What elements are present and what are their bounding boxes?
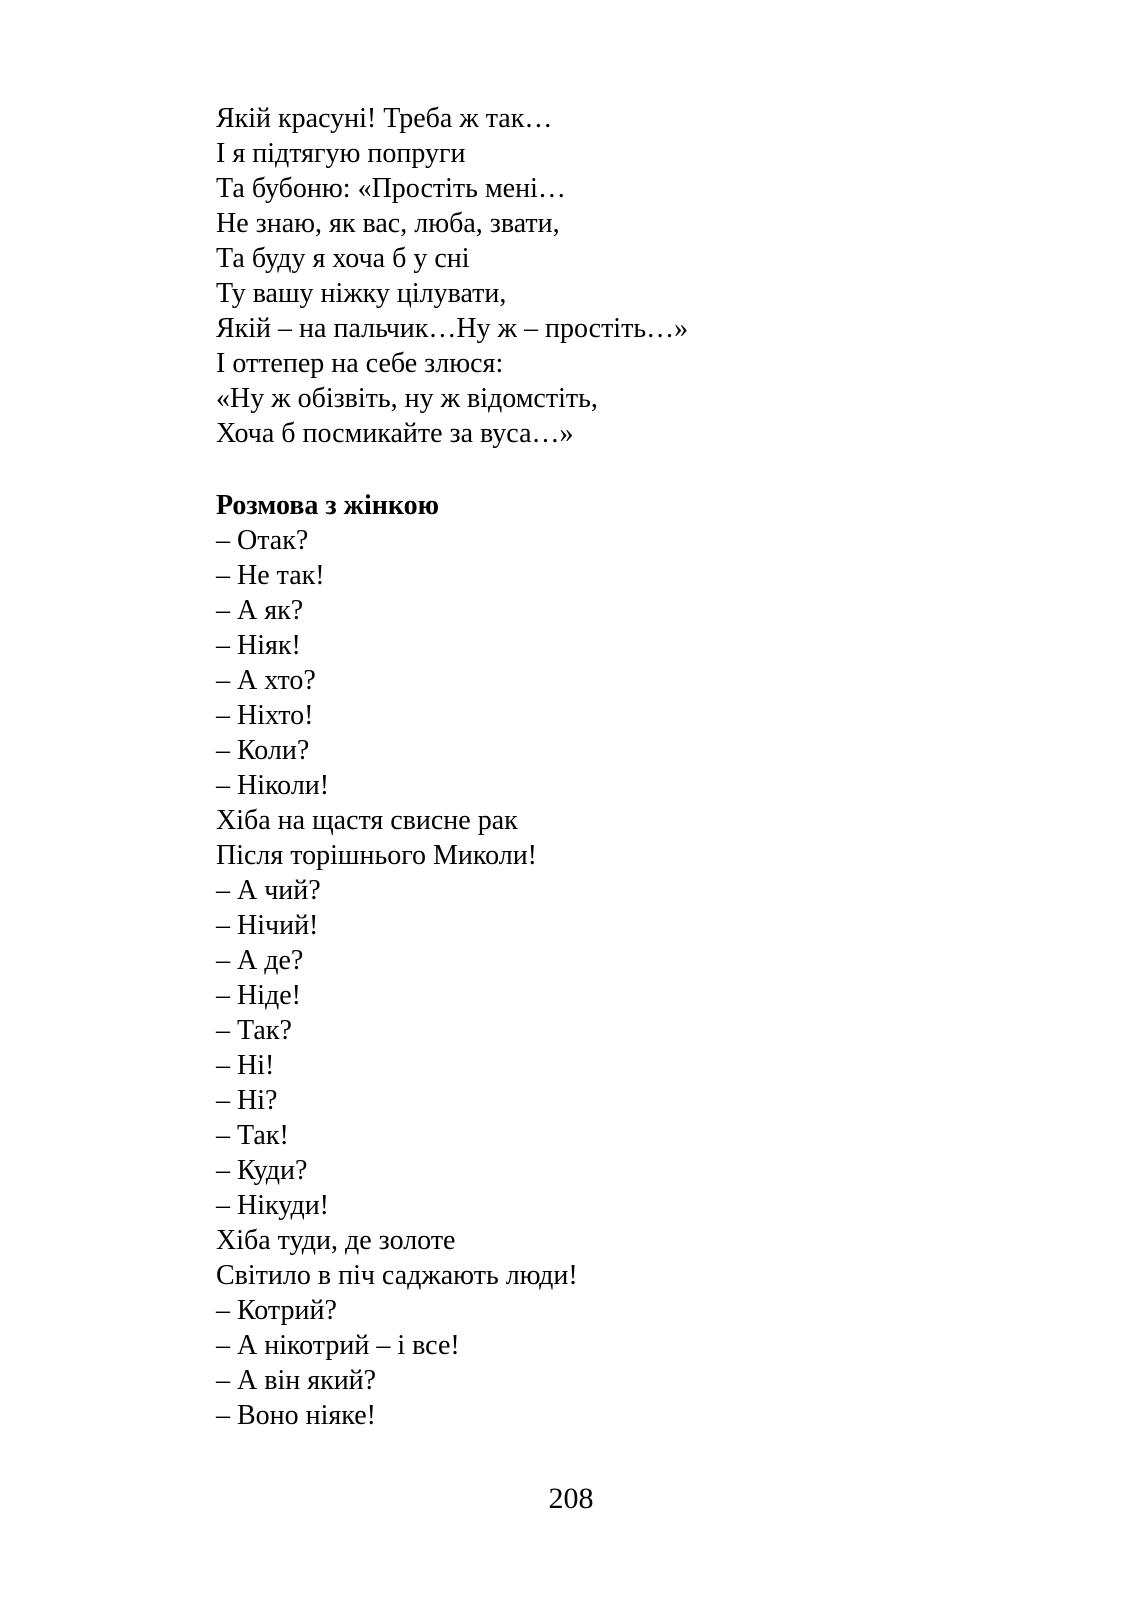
poem-2-lines (216, 523, 976, 1433)
poem-line: – Ні? (216, 1085, 278, 1116)
poem-line: – Ніяк! (216, 630, 301, 661)
poem-line: Хіба туди, де золоте (216, 1225, 456, 1256)
poem-line: Хоча б посмикайте за вуса…» (216, 418, 574, 449)
poem-line: Ту вашу ніжку цілувати, (216, 278, 507, 309)
poem-line: Та бубоню: «Простіть мені… (216, 173, 566, 204)
poem-title: Розмова з жінкою (216, 490, 440, 521)
poem-line: – Так? (216, 1015, 292, 1046)
poem-line: І оттепер на себе злюся: (216, 348, 504, 379)
poem-line: – Ніколи! (216, 770, 330, 801)
poem-line: Хіба на щастя свисне рак (216, 805, 518, 836)
poem-line: І я підтягую попруги (216, 138, 466, 169)
poem-line: – Ніде! (216, 980, 301, 1011)
poem-line: – Воно ніяке! (216, 1400, 376, 1431)
stanza-1 (216, 101, 976, 451)
page-number: 208 (548, 1482, 594, 1515)
poem-line: Та буду я хоча б у сні (216, 243, 470, 274)
poem-line: – Ніхто! (216, 700, 314, 731)
poem-line: Якій красуні! Треба ж так… (216, 103, 553, 134)
poem-line: Якій – на пальчик…Ну ж – простіть…» (216, 313, 689, 344)
poem-line: Після торішнього Миколи! (216, 840, 538, 871)
poem-line: – Ні! (216, 1050, 275, 1081)
poem-line: Світило в піч саджають люди! (216, 1260, 578, 1291)
poem-line: – Не так! (216, 560, 325, 591)
poem-line: – А чий? (216, 875, 321, 906)
poem-line: – А нікотрий – і все! (216, 1330, 460, 1361)
poem-line: – Коли? (216, 735, 310, 766)
poem-line: – Куди? (216, 1155, 308, 1186)
poem-line: – Нікуди! (216, 1190, 329, 1221)
poem-line: – Так! (216, 1120, 289, 1151)
poem-line: – А де? (216, 945, 304, 976)
poem-line: Не знаю, як вас, люба, звати, (216, 208, 560, 239)
poem-line: – Котрий? (216, 1295, 337, 1326)
poem-line: – А як? (216, 595, 304, 626)
poem-line: – Нічий! (216, 910, 319, 941)
poem-line: – А він який? (216, 1365, 377, 1396)
poem-line: – Отак? (216, 525, 309, 556)
poem-line: – А хто? (216, 665, 316, 696)
poem-line: «Ну ж обізвіть, ну ж відомстіть, (216, 383, 598, 414)
